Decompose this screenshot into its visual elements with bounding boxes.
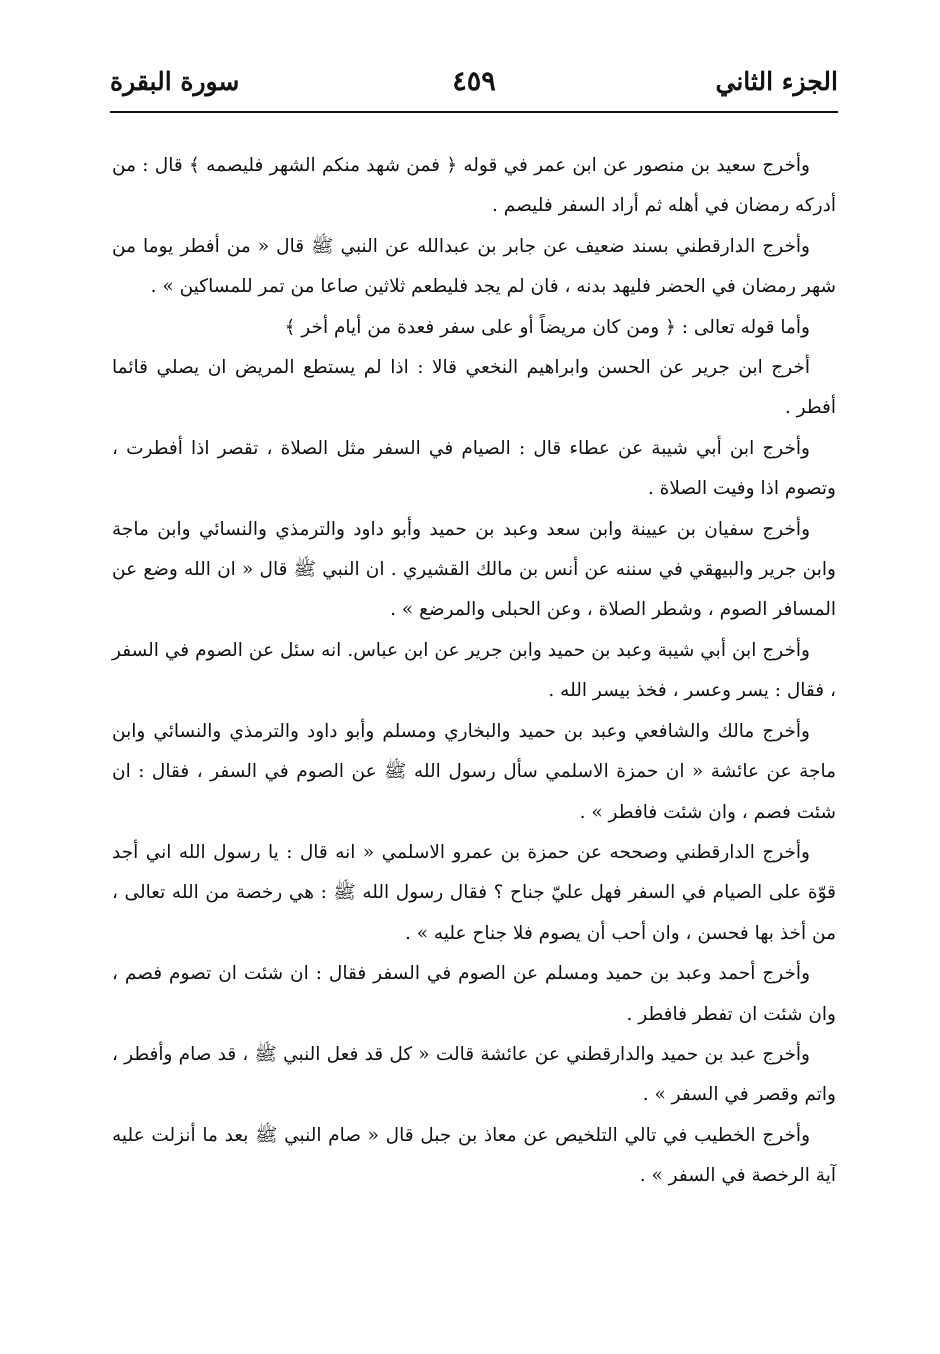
paragraph: وأخرج ابن أبي شيبة وعبد بن حميد وابن جرير عن ابن عباس. انه سئل عن الصوم في السفر ، فقال : يسر وعسر ، فخذ بيسر الله . xyxy=(112,639,836,702)
paragraph: وأخرج الدارقطني بسند ضعيف عن جابر بن عبدالله عن النبي ﷺ قال « من أفطر يوما من شهر رمضان في الحضر فليهد بدنه ، فان لم يجد فليطعم ثلاثين صاعا من تمر للمساكين » . xyxy=(112,235,836,298)
paragraph: وأخرج أحمد وعبد بن حميد ومسلم عن الصوم في السفر فقال : ان شئت ان تصوم فصم ، وان شئت ان تفطر فافطر . xyxy=(112,963,836,1025)
page-header xyxy=(110,62,838,106)
part-title: الجزء الثاني xyxy=(715,67,838,96)
paragraph: وأخرج مالك والشافعي وعبد بن حميد والبخاري ومسلم وأبو داود والترمذي والنسائي وابن ماجة عن عائشة « ان حمزة الاسلمي سأل رسول الله ﷺ عن الصوم في السفر ، فقال : ان شئت فصم ، وان شئت فافطر » . xyxy=(112,720,836,823)
paragraph: وأخرج ابن أبي شيبة عن عطاء قال : الصيام في السفر مثل الصلاة ، تقصر اذا أفطرت ، وتصوم اذا وفيت الصلاة . xyxy=(112,437,836,500)
paragraph: وأخرج الخطيب في تالي التلخيص عن معاذ بن جبل قال « صام النبي ﷺ بعد ما أنزلت عليه آية الرخصة في السفر » . xyxy=(112,1124,836,1187)
header-divider xyxy=(110,111,838,113)
paragraph: وأخرج عبد بن حميد والدارقطني عن عائشة قالت « كل قد فعل النبي ﷺ ، قد صام وأفطر ، واتم وقصر في السفر » . xyxy=(112,1043,836,1106)
paragraph: وأخرج الدارقطني وصححه عن حمزة بن عمرو الاسلمي « انه قال : يا رسول الله اني أجد قوّة على الصيام في السفر فهل عليّ جناح ؟ فقال رسول الله ﷺ : هي رخصة من الله تعالى ، من أخذ بها فحسن ، وان أحب أن يصوم فلا جناح عليه » . xyxy=(112,841,836,944)
page-number: ٤٥٩ xyxy=(452,66,496,97)
main-text xyxy=(112,146,836,1197)
paragraph: وأخرج سفيان بن عيينة وابن سعد وعبد بن حميد وأبو داود والترمذي والنسائي وابن ماجة وابن جرير والبيهقي في سننه عن أنس بن مالك القشيري . ان النبي ﷺ قال « ان الله وضع عن المسافر الصوم ، وشطر الصلاة ، وعن الحبلى والمرضع » . xyxy=(112,518,836,621)
paragraph: أخرج ابن جرير عن الحسن وابراهيم النخعي قالا : اذا لم يستطع المريض ان يصلي قائما أفطر . xyxy=(112,357,836,419)
paragraph: وأما قوله تعالى : ﴿ ومن كان مريضاً أو على سفر فعدة من أيام أخر ﴾ xyxy=(284,316,810,338)
surah-title: سورة البقرة xyxy=(110,67,240,96)
paragraph: وأخرج سعيد بن منصور عن ابن عمر في قوله ﴿ فمن شهد منكم الشهر فليصمه ﴾ قال : من أدركه رمضان في أهله ثم أراد السفر فليصم . xyxy=(112,155,836,217)
